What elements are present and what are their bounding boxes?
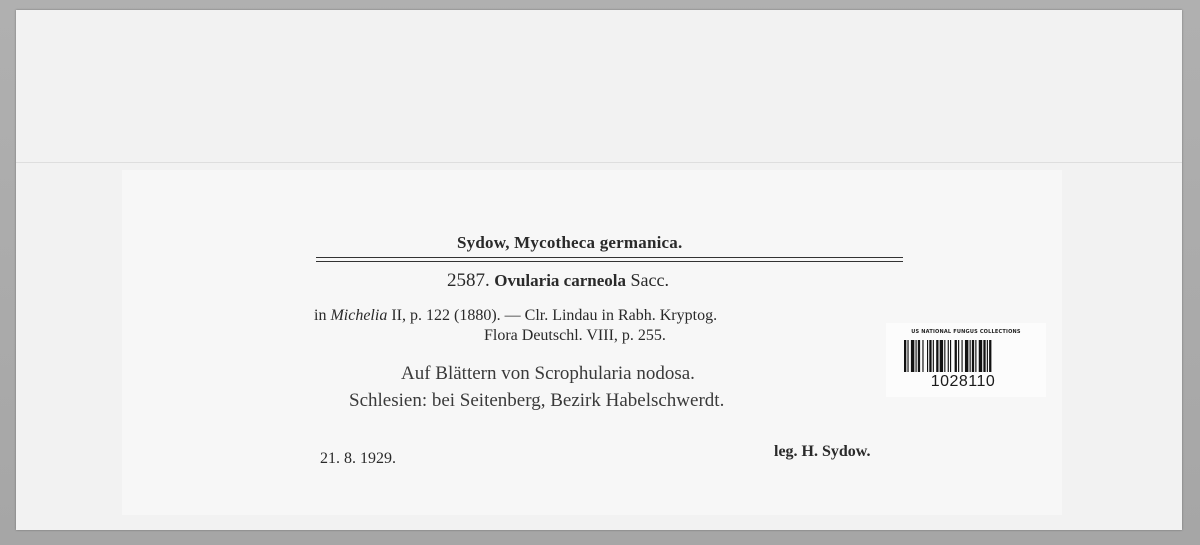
specimen-envelope	[16, 10, 1182, 530]
exsiccata-number: 2587.	[447, 270, 490, 291]
collector-name: leg. H. Sydow.	[774, 443, 871, 460]
host-text: Auf Blättern von Scrophularia nodosa.	[401, 363, 695, 384]
citation-journal: Michelia	[330, 307, 388, 324]
barcode-number: 1028110	[930, 373, 996, 390]
barcode-label	[886, 323, 1046, 397]
envelope-fold-line	[16, 162, 1182, 163]
title-rule	[316, 257, 903, 262]
barcode-caption: US NATIONAL FUNGUS COLLECTIONS	[911, 329, 1021, 335]
barcode-icon	[904, 340, 1022, 372]
species-line	[447, 270, 669, 292]
citation-line-2: Flora Deutschl. VIII, p. 255.	[484, 327, 666, 344]
series-title: Sydow, Mycotheca germanica.	[457, 233, 683, 252]
species-author: Sacc.	[630, 270, 669, 290]
collection-date: 21. 8. 1929.	[320, 450, 396, 467]
species-name: Ovularia carneola	[494, 271, 626, 290]
locality-text: Schlesien: bei Seitenberg, Bezirk Habelschwerdt.	[349, 390, 725, 411]
citation-line-1	[314, 307, 717, 325]
citation-prefix: in	[314, 307, 327, 324]
citation-rest: II, p. 122 (1880). — Clr. Lindau in Rabh. Kryptog.	[391, 307, 718, 324]
